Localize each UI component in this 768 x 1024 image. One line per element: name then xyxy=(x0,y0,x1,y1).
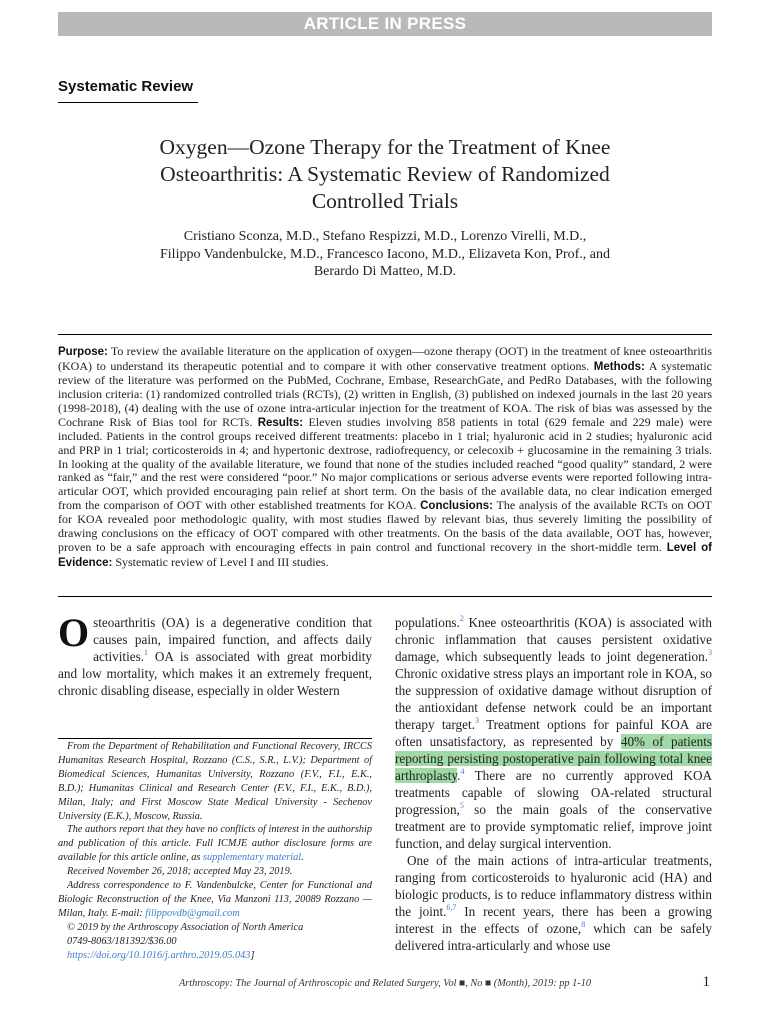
body-text: so the main goals of the conservative treatment are to provide symptomatic relief, improve joint function, and delay surgical intervention. xyxy=(395,802,712,851)
reference-link[interactable]: 1 xyxy=(144,648,149,657)
reference-link[interactable]: 2 xyxy=(459,614,464,623)
doi-end: ] xyxy=(250,949,255,961)
reference-link[interactable]: 8 xyxy=(581,920,586,929)
author-line: Cristiano Sconza, M.D., Stefano Respizzi, M.D., Lorenzo Virelli, M.D., xyxy=(183,229,587,244)
affiliation-note: From the Department of Rehabilitation and Functional Recovery, IRCCS Humanitas Research Hospital, Rozzano (C.S., S.R., L.V.); Department of Biomedical Sciences, Humanitas University, Rozzano (F.V., F.I., E.K., B.D.); Humanitas Clinical and Research Center (F.V., F.I., E.K., B.D.), Milan, Italy; and First Moscow State Medical University - Sechenov University (E.K.), Moscow, Russia. xyxy=(58,741,372,822)
reference-link[interactable]: 5 xyxy=(459,801,464,810)
body-text: steoarthritis (OA) is a degenerative condition that causes pain, impaired function, and affects daily activities. xyxy=(93,615,372,664)
title-line: Oxygen—Ozone Therapy for the Treatment of Knee xyxy=(159,135,611,159)
copyright-note: © 2019 by the Arthroscopy Association of North America xyxy=(67,921,304,933)
reference-link[interactable]: 3 xyxy=(708,648,712,657)
level-of-evidence-label: Level of Evidence: xyxy=(58,541,713,569)
purpose-label: Purpose: xyxy=(58,346,108,358)
section-label: Systematic Review xyxy=(58,78,194,95)
issn-note: 0749-8063/181392/$36.00 xyxy=(67,935,177,947)
body-text: which can be safely delivered intra-articularly and whose use xyxy=(395,921,712,953)
body-text: populations. xyxy=(395,615,460,630)
abstract xyxy=(58,345,712,570)
body-text: Chronic oxidative stress plays an important role in KOA, so the suppression of oxidative damage without disruption of the antioxidant defense network could be an important therapy target. xyxy=(395,666,712,732)
body-text: In recent years, there has been a growing interest in the effects of ozone, xyxy=(395,904,712,936)
title-line: Osteoarthritis: A Systematic Review of Randomized xyxy=(160,162,610,186)
level-of-evidence-text: Systematic review of Level I and III studies. xyxy=(115,554,329,569)
author-line: Berardo Di Matteo, M.D. xyxy=(313,264,457,279)
article-in-press-banner: ARTICLE IN PRESS xyxy=(58,12,712,36)
conflicts-end: . xyxy=(301,852,304,864)
journal-footer: Arthroscopy: The Journal of Arthroscopic and Related Surgery, Vol ■, No ■ (Month), 2019: pp 1-10 xyxy=(178,978,592,989)
methods-label: Methods: xyxy=(593,360,645,373)
intro-paragraph xyxy=(58,610,372,699)
author-list xyxy=(58,228,712,281)
body-paragraph xyxy=(395,852,712,954)
article-title xyxy=(58,134,712,215)
supplementary-material-link[interactable]: supplementary material xyxy=(203,852,302,864)
body-text: There are no currently approved KOA treatments capable of slowing OA-related structural progression, xyxy=(395,768,712,817)
body-paragraph xyxy=(395,614,712,852)
reference-link[interactable]: 6,7 xyxy=(446,903,457,912)
correspondence-note xyxy=(58,879,372,921)
body-text: Knee osteoarthritis (KOA) is associated with chronic inflammation that causes persistent oxidative damage, which subsequently leads to joint degeneration. xyxy=(395,615,712,664)
purpose-text: To review the available literature on the application of oxygen—ozone therapy (OOT) in the treatment of knee osteoarthritis (KOA) to understand its therapeutic potential and to compare it with other conservative treatment options. xyxy=(58,344,712,373)
section-underline xyxy=(58,102,198,103)
title-line: Controlled Trials xyxy=(311,189,459,213)
abstract-top-rule xyxy=(58,334,712,335)
results-text: Eleven studies involving 858 patients in total (629 female and 229 male) were included. Patients in the control groups received different treatments: placebo in 1 trial; hyaluronic acid in 2 studies; hyaluronic acid and PRP in 1 trial; corticosteroids in 4; and hypertonic dextrose, radiofrequency, or celecoxib + glucosamine in the remaining 3 trials. In looking at the quality of the available literature, we found that none of the studies included reached “good quality” standard, 2 were ranked as “fair,” and the rest were considered “poor.” No major complications or serious adverse events were reported following intra-articular OOT, which provided encouraging pain relief at short term. On the basis of the available data, no clear indication emerged from the comparison of OOT with other established treatments for KOA. xyxy=(58,414,713,512)
doi-note xyxy=(58,949,372,963)
dropcap-letter: O xyxy=(58,610,90,655)
author-line: Filippo Vandenbulcke, M.D., Francesco Iacono, M.D., Elizaveta Kon, Prof., and xyxy=(160,246,610,262)
body-text: OA is associated with great morbidity and low mortality, which makes it an extremely frequent, chronic disabling disease, especially in older Western xyxy=(58,649,372,698)
conclusions-text: The analysis of the available RCTs on OOT for KOA revealed poor methodologic quality, with most studies flawed by relevant bias, thus severely limiting the possibility of drawing conclusions on the efficacy of OOT compared with other treatments. On the basis of the data available, OOT has, however, proven to be a safe approach with encouraging effects in pain control and functional recovery in the short-middle term. xyxy=(58,497,712,554)
correspondence-text: Address correspondence to F. Vandenbulcke, Center for Functional and Biologic Reconstruction of the Knee, Via Manzoni 113, 20089 Rozzano — Milan, Italy. E-mail: xyxy=(58,880,372,919)
reference-link[interactable]: 4 xyxy=(460,767,465,776)
body-text: . xyxy=(457,768,461,783)
body-text: One of the main actions of intra-articular treatments, ranging from corticosteroids to hyaluronic acid (HA) and biologic products, is to reduce inflammatory distress within the joint. xyxy=(395,853,712,919)
footnote-rule xyxy=(58,738,372,739)
page-number: 1 xyxy=(702,974,710,990)
reference-link[interactable]: 3 xyxy=(474,716,479,725)
conflicts-note xyxy=(58,823,372,865)
doi-link[interactable]: https://doi.org/10.1016/j.arthro.2019.05.043 xyxy=(67,949,251,961)
body-column-left xyxy=(58,610,372,699)
footnotes xyxy=(58,740,372,963)
conflicts-text: The authors report that they have no conflicts of interest in the authorship and publication of this article. Full ICMJE author disclosure forms are available for this article online, as xyxy=(58,824,372,864)
body-column-right xyxy=(395,614,712,954)
body-text: Treatment options for painful KOA are often unsatisfactory, as represented by xyxy=(395,717,712,749)
abstract-bottom-rule xyxy=(58,596,712,597)
highlighted-text[interactable]: 40% of patients reporting persisting postoperative pain following total knee arthroplasty xyxy=(395,734,712,783)
received-note: Received November 26, 2018; accepted May 23, 2019. xyxy=(67,866,293,878)
methods-text: A systematic review of the literature was performed on the PubMed, Cochrane, Embase, ResearchGate, and PedRo Databases, with the following inclusion criteria: (1) randomized controlled trials (RCTs), (2) written in English, (3) published on indexed journals in the last 20 years (1998-2018), (4) dealing with the use of ozone intra-articular injection for the treatment of KOA. The risk of bias was assessed by the Cochrane Risk of Bias tool for RCTs. xyxy=(58,358,712,429)
conclusions-label: Conclusions: xyxy=(420,499,493,512)
results-label: Results: xyxy=(257,416,304,429)
email-link[interactable]: filippovdb@gmail.com xyxy=(145,907,240,919)
